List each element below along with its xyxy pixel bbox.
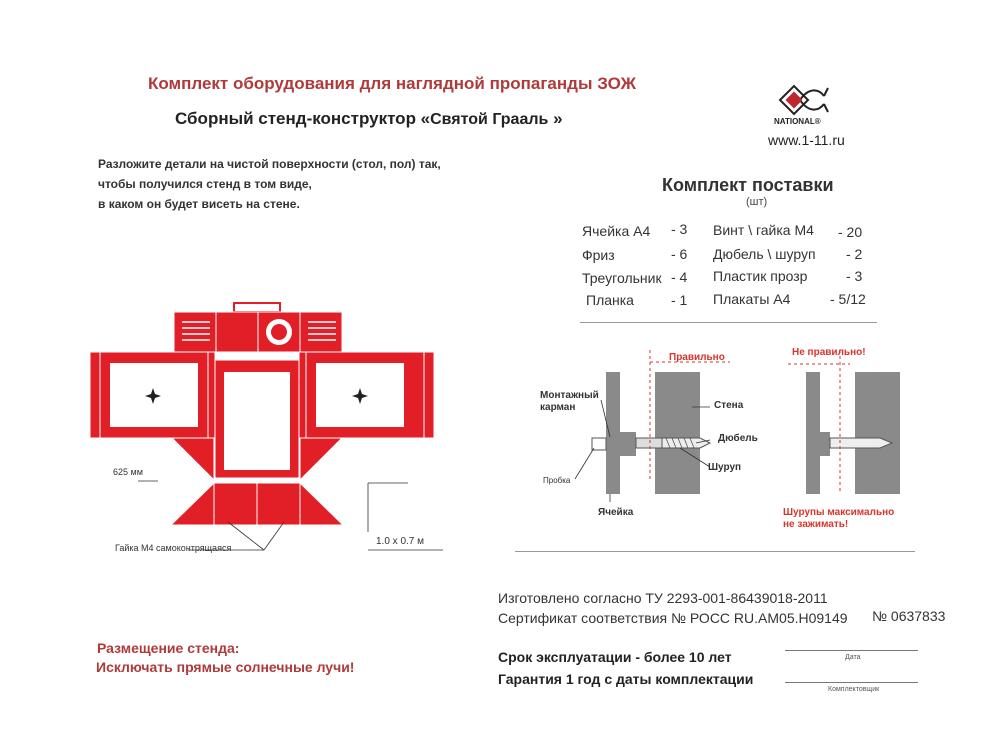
- brand-label: NATIONAL®: [774, 117, 821, 126]
- kit-item-name: Винт \ гайка М4: [713, 222, 814, 238]
- packer-signature-line: [785, 682, 918, 683]
- stand-layout-drawing: [88, 300, 443, 560]
- certificate-number: № 0637833: [872, 608, 946, 624]
- subtitle-prefix: Сборный стенд-конструктор «: [175, 109, 431, 128]
- kit-item-qty: - 1: [671, 292, 688, 308]
- service-life: Срок эксплуатации - более 10 лет: [498, 649, 732, 665]
- kit-item-qty: - 3: [846, 268, 863, 284]
- kit-item-qty: - 5/12: [830, 291, 866, 307]
- kit-item-name: Треугольник: [582, 270, 662, 286]
- national-logo: [770, 78, 830, 126]
- warning-line-1: Шурупы максимально: [783, 507, 895, 518]
- certificate-text: Сертификат соответствия № РОСС RU.АМ05.Н09149: [498, 610, 848, 626]
- date-label: Дата: [845, 654, 861, 661]
- mounting-pocket-label: [540, 390, 599, 414]
- plug-label: Пробка: [543, 476, 571, 485]
- kit-unit: (шт): [746, 196, 768, 208]
- subtitle-product-name: Святой Грааль: [430, 111, 549, 128]
- date-signature-line: [785, 650, 918, 651]
- kit-item-name: Дюбель \ шуруп: [713, 246, 816, 262]
- incorrect-label: Не правильно!: [792, 347, 866, 358]
- service-info: [498, 646, 753, 690]
- kit-item-qty: - 20: [838, 224, 863, 240]
- kit-item-qty: - 2: [846, 246, 863, 262]
- cell-label: Ячейка: [598, 507, 634, 518]
- warning-line-2: не зажимать!: [783, 519, 849, 530]
- correct-label: Правильно: [669, 352, 725, 363]
- manufacturing-standard: Изготовлено согласно ТУ 2293-001-86439018-2011: [498, 590, 828, 606]
- kit-item-name: Пластик прозр: [713, 268, 808, 284]
- placement-note: Исключать прямые солнечные лучи!: [96, 659, 355, 675]
- instruction-line-2: чтобы получился стенд в том виде,: [98, 177, 312, 191]
- page-title: Комплект оборудования для наглядной пропаганды ЗОЖ: [148, 74, 636, 93]
- placement-title: Размещение стенда:: [97, 640, 240, 656]
- screw-label: Шуруп: [708, 462, 742, 473]
- diagram-divider: [515, 551, 915, 552]
- nut-label: Гайка М4 самоконтрящаяся: [115, 543, 232, 553]
- kit-item-qty: - 3: [671, 221, 688, 237]
- packer-label: Комплектовщик: [828, 686, 880, 693]
- kit-item-qty: - 4: [671, 269, 688, 285]
- mounting-pocket-line-2: карман: [540, 402, 576, 413]
- wall-label: Стена: [714, 400, 744, 411]
- assembly-instructions: [98, 154, 441, 214]
- kit-item-name: Плакаты А4: [713, 291, 791, 307]
- dowel-label: Дюбель: [718, 433, 758, 444]
- stand-size-label: 1.0 x 0.7 м: [376, 536, 425, 547]
- manufacturing-info: [498, 588, 848, 628]
- mounting-pocket-line-1: Монтажный: [540, 390, 599, 401]
- height-dimension-label: 625 мм: [113, 467, 143, 477]
- kit-item-name: Ячейка А4: [582, 223, 651, 239]
- warning-note: [783, 507, 894, 531]
- warranty: Гарантия 1 год с даты комплектации: [498, 671, 754, 687]
- instruction-line-3: в каком он будет висеть на стене.: [98, 197, 300, 211]
- page-subtitle: [175, 109, 563, 129]
- website-link[interactable]: www.1-11.ru: [768, 132, 845, 148]
- kit-item-name: Планка: [586, 292, 634, 308]
- kit-item-name: Фриз: [582, 247, 615, 263]
- kit-divider: [580, 322, 877, 323]
- kit-title: Комплект поставки: [662, 175, 834, 195]
- kit-item-qty: - 6: [671, 246, 688, 262]
- subtitle-suffix: »: [548, 109, 563, 128]
- instruction-line-1: Разложите детали на чистой поверхности (стол, пол) так,: [98, 157, 441, 171]
